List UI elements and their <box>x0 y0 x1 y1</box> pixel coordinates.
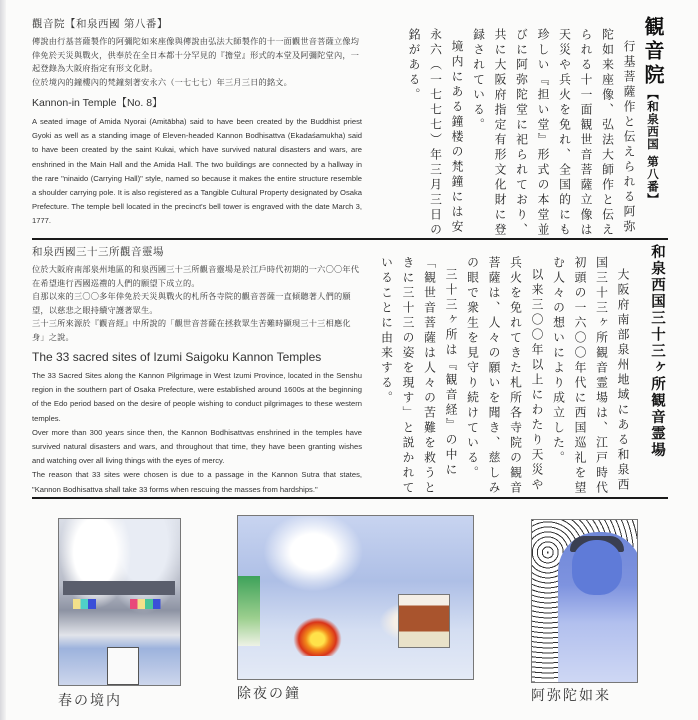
photo-amida-statue <box>531 519 638 683</box>
photo-strip <box>0 512 698 720</box>
en-paragraph: The reason that 33 sites were chosen is due to a passage in the Kannon Sutra that states, "Kannon Bodhisattva shall take 33 forms when rescuing the masses from hardships." <box>32 470 362 494</box>
vertical-body <box>403 16 640 238</box>
temple-roof-shape <box>63 581 175 595</box>
section-kannon-in <box>32 16 668 238</box>
zh-paragraph: 位於境內的鐘樓內的梵鐘刻著安永六（一七七七）年三月三日的銘文。 <box>32 76 293 87</box>
vertical-paragraph: 行基菩薩作と伝えられる阿弥陀如来座像、弘法大師作と伝えられる十一面観世音菩薩立像は天災や兵火を免れ、全国的にも珍しい『担い堂』形式の本堂並びに阿弥陀堂に祀られており、共に大阪府指定有形文化財に登録されている。 <box>471 28 636 238</box>
section-divider <box>32 238 668 240</box>
zh-title: 和泉西國三十三所觀音靈場 <box>32 246 164 258</box>
vertical-heading-block <box>639 16 668 238</box>
vertical-subheading: 【和泉西国 第八番】 <box>646 88 660 206</box>
vertical-text-column <box>378 16 668 238</box>
en-paragraph: A seated image of Amida Nyorai (Amitābha) said to have been created by the Buddhist priest Gyoki as well as a standing image of Eleven-headed Kannon Bodhisattva (Ekadaśamukha) said to have been created by the saint Kukai, which have survived natural disasters and wars, are enshrined in the Main Hall and the Amida Hall. The two buildings are connected by a hallway in the rare "ninaido (Carrying Hall)" style, named so because it makes the entire structure resemble a shoulder carrying pole. It is also registered as a Tangible Cultural Property designated by Osaka Prefecture. The temple bell located in the precinct's bell tower is engraved with the date March 3, 1777. <box>32 117 362 226</box>
bonfire-shape <box>290 614 345 656</box>
zh-paragraph: 傳說由行基菩薩製作的阿彌陀如來座像與傳說由弘法大師製作的十一面觀世音菩薩立像均倖免於天災與戰火，供奉於在全日本都十分罕見的『擔堂』形式的本堂及阿彌陀堂內，一起登錄為大阪府指定有形文化財。 <box>32 36 360 73</box>
vertical-body <box>375 244 633 496</box>
en-title: The 33 sacred sites of Izumi Saigoku Kannon Temples <box>32 350 322 364</box>
en-paragraph: The 33 Sacred Sites along the Kannon Pilgrimage in West Izumi Province, located in the Senshu region in the southern part of Osaka Prefecture, were established around 1600s at the beginning of the Edo period based on the desire of people wishing to conduct pilgrimages to these western temples. <box>32 371 362 423</box>
bell-tower-shape <box>398 594 450 648</box>
photo-new-years-bell <box>237 515 474 680</box>
signboard-shape <box>107 647 139 685</box>
horizontal-text-column <box>32 244 362 497</box>
zh-paragraph: 位於大阪府南部泉州地區的和泉西國三十三所觀音靈場是於江戶時代初期的一六〇〇年代在希望進行西國巡禮的人們的願望下成立的。 <box>32 264 360 288</box>
prayer-flags-shape <box>73 599 168 609</box>
photo-caption: 除夜の鐘 <box>237 686 301 702</box>
vertical-text-column <box>378 244 668 496</box>
vertical-heading: 和泉西国三十三ヶ所観音霊場 <box>649 244 666 459</box>
section-divider <box>32 497 668 499</box>
vertical-heading: 観音院 <box>641 16 665 88</box>
photo-caption: 阿弥陀如来 <box>531 688 611 704</box>
zh-paragraph: 三十三所來源於『觀音經』中所說的「觀世音菩薩在拯救眾生苦難時顯現三十三相應化身」之說。 <box>32 318 351 342</box>
section-izumi-saigoku <box>32 244 668 496</box>
photo-spring-grounds <box>58 518 181 686</box>
statue-head-shape <box>572 540 622 595</box>
vertical-paragraph: 大阪府南部泉州地域にある和泉西国三十三ヶ所観音霊場は、江戸時代初頭の一六〇〇年代に西国巡礼を望む人々の想いにより成立した。 <box>551 256 630 496</box>
photo-caption: 春の境内 <box>58 693 122 709</box>
en-paragraph: Over more than 300 years since then, the Kannon Bodhisattvas enshrined in the temples have survived natural disasters and wars, and throughout that time, they have been granting wishes and watching over all living things with the eyes of mercy. <box>32 427 362 466</box>
vertical-paragraph: 以来三〇〇年以上にわたり天災や兵火を免れてきた札所各寺院の観音菩薩は、人々の願いを聞き、慈しみの眼で衆生を見守り続けている。 <box>465 256 544 496</box>
zh-paragraph: 自那以來的三〇〇多年倖免於天災與戰火的札所各寺院的觀音菩薩一直傾聽著人們的願望，以慈悲之眼持續守護著眾生。 <box>32 291 351 315</box>
horizontal-text-column <box>32 16 362 229</box>
en-title: Kannon-in Temple【No. 8】 <box>32 97 163 109</box>
zh-title: 觀音院【和泉西國 第八番】 <box>32 18 168 30</box>
vertical-paragraph: 三十三ヶ所は『観音経』の中に「観世音菩薩は人々の苦難を救うときに三十三の姿を現す」と説かれていることに由来する。 <box>379 256 458 496</box>
tree-shape <box>238 576 260 646</box>
vertical-paragraph: 境内にある鐘楼の梵鐘には安永六（一七七七）年三月三日の銘がある。 <box>407 28 464 238</box>
